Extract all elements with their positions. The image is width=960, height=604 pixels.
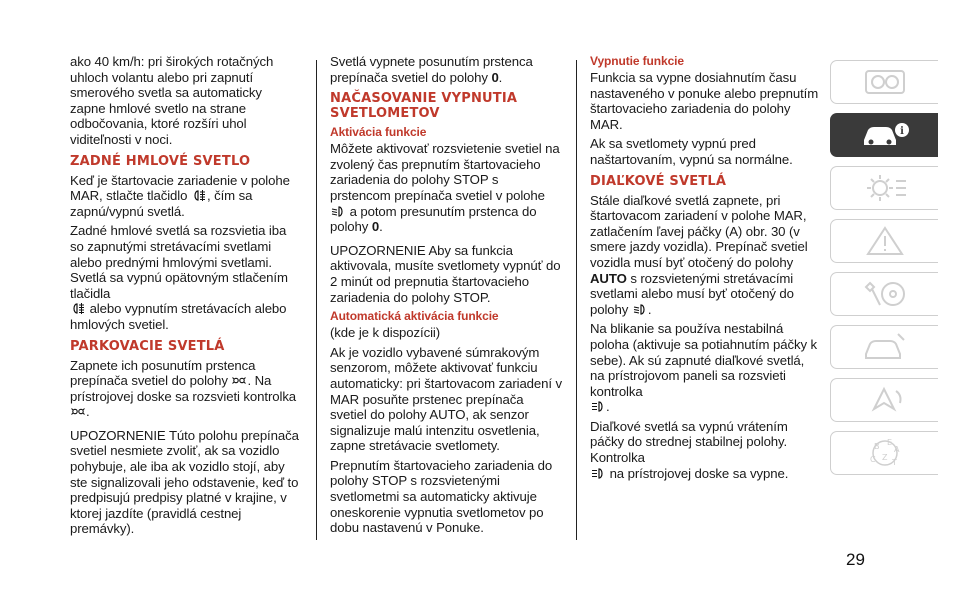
section-heading-rear-fog: ZADNÉ HMLOVÉ SVETLO xyxy=(70,153,251,169)
lights-sun-icon[interactable] xyxy=(830,166,938,210)
parking-light-icon xyxy=(71,405,85,418)
paragraph: Diaľkové svetlá sa vypnú vrátením páčky do strednej stabilnej polohy. Kontrolka na prístrojovej doske sa vypne. xyxy=(590,418,789,481)
paragraph: UPOZORNENIE Túto polohu prepínača svetiel nesmiete zvoliť, ak sa vozidlo pohybuje, ale iba ak vozidlo stojí, aby ste signalizovali jeho odstavenie, keď to predpisujú predpisy platné v krajine, v ktorej jazdíte (pravidlá cestnej premávky). xyxy=(70,427,299,537)
column-2 xyxy=(330,54,562,540)
svg-text:T: T xyxy=(891,458,897,467)
paragraph: UPOZORNENIE Aby sa funkcia aktivovala, musíte svetlomety vypnúť do 2 minút od prepnutia štartovacieho zariadenia do polohy STOP. xyxy=(330,242,561,305)
paragraph: Môžete aktivovať rozsvietenie svetiel na zvolený čas prepnutím štartovacieho zariadenia do polohy STOP s prstencom prepínača svetiel v polohe a potom presunutím prstenca do polohy 0. xyxy=(330,141,560,235)
page-number: 29 xyxy=(846,550,865,569)
svg-text:C: C xyxy=(869,455,876,464)
section-heading-timed-off: NAČASOVANIE VYPNUTIA SVETLOMETOV xyxy=(330,91,518,122)
wrench-steering-icon[interactable] xyxy=(830,272,938,316)
high-beam-icon xyxy=(591,400,605,413)
rear-fog-light-icon xyxy=(192,189,206,202)
paragraph: Ak je vozidlo vybavené súmrakovým senzorom, môžete aktivovať funkciu automaticky: pri štartovacom zariadení v MAR posuňte prstenec prepínača svetiel do polohy AUTO, ak senzor signalizuje malú intenzitu osvetlenia, zapne stretávacie svetlomety. xyxy=(330,344,563,454)
svg-text:E: E xyxy=(886,438,892,447)
svg-text:i: i xyxy=(899,126,904,137)
column-divider xyxy=(316,60,317,540)
low-beam-icon xyxy=(331,205,345,218)
paragraph: ako 40 km/h: pri širokých rotačných uhloch volantu alebo pri zapnutí smerového svetla sa automaticky zapne hmlové svetlo na strane odbočovania, ktoré rozšíri uhol viditeľnosti v noci. xyxy=(70,54,274,147)
paragraph: Keď je štartovacie zariadenie v polohe MAR, stlačte tlačidlo , čím sa zapnú/vypnú svetlá. xyxy=(70,172,290,219)
paragraph: Zadné hmlové svetlá sa rozsvietia iba so zapnutými stretávacími svetlami alebo prednými hmlovými svetlami. Svetlá sa vypnú opätovným stlačením tlačidla alebo vypnutím stretávacích alebo hmlových svetiel. xyxy=(70,223,288,332)
paragraph: Ak sa svetlomety vypnú pred naštartovaním, vypnú sa normálne. xyxy=(590,136,793,167)
column-divider xyxy=(576,60,577,540)
alphabet-index-icon[interactable] xyxy=(830,431,938,475)
navigation-icon[interactable] xyxy=(830,378,938,422)
section-heading-parking: PARKOVACIE SVETLÁ xyxy=(70,338,225,354)
subheading-activation: Aktivácia funkcie xyxy=(330,125,427,140)
paragraph: Na blikanie sa používa nestabilná poloha (aktivuje sa potiahnutím páčky k sebe). Ak sú zapnuté diaľkové svetlá, na prístrojovom paneli sa rozsvieti kontrolka . xyxy=(590,321,818,415)
subheading-deactivation: Vypnutie funkcie xyxy=(590,54,684,68)
paragraph: Svetlá vypnete posunutím prstenca prepínača svetiel do polohy 0. xyxy=(330,54,533,85)
column-3 xyxy=(590,54,822,485)
car-service-icon[interactable] xyxy=(830,325,938,369)
paragraph: Funkcia sa vypne dosiahnutím času nastaveného v ponuke alebo prepnutím štartovacieho zariadenia do polohy MAR. xyxy=(590,70,819,132)
svg-text:Z: Z xyxy=(881,453,887,462)
chapter-tabs xyxy=(830,60,938,484)
low-beam-icon xyxy=(633,303,647,316)
rear-fog-light-icon xyxy=(71,302,85,315)
dashboard-icon[interactable] xyxy=(830,60,938,104)
car-info-icon[interactable] xyxy=(830,113,938,157)
paragraph: Stále diaľkové svetlá zapnete, pri štartovacom zariadení v polohe MAR, zatlačením ľavej páčky (A) obr. 30 (v smere jazdy vozidla). Prepínač svetiel vozidla musí byť otočený do polohy AUTO s rozsvietenými stretávacími svetlami alebo musí byť otočený do polohy . xyxy=(590,192,808,317)
paragraph: Zapnete ich posunutím prstenca prepínača svetiel do polohy . Na prístrojovej doske sa rozsvieti kontrolka . xyxy=(70,357,297,420)
paragraph: (kde je k dispozícii) xyxy=(330,325,441,341)
warning-triangle-icon[interactable] xyxy=(830,219,938,263)
column-1 xyxy=(70,54,300,541)
svg-text:B: B xyxy=(873,442,879,451)
subheading-auto-activation: Automatická aktivácia funkcie xyxy=(330,309,499,324)
parking-light-icon xyxy=(232,374,246,387)
high-beam-icon xyxy=(591,467,605,480)
section-heading-high-beam: DIAĽKOVÉ SVETLÁ xyxy=(590,173,727,189)
paragraph: Prepnutím štartovacieho zariadenia do polohy STOP s rozsvietenými svetlometmi sa automaticky aktivuje oneskorenie vypnutia svetlometov po dobu nastavenú v Ponuke. xyxy=(330,457,553,536)
svg-text:A: A xyxy=(893,445,899,454)
